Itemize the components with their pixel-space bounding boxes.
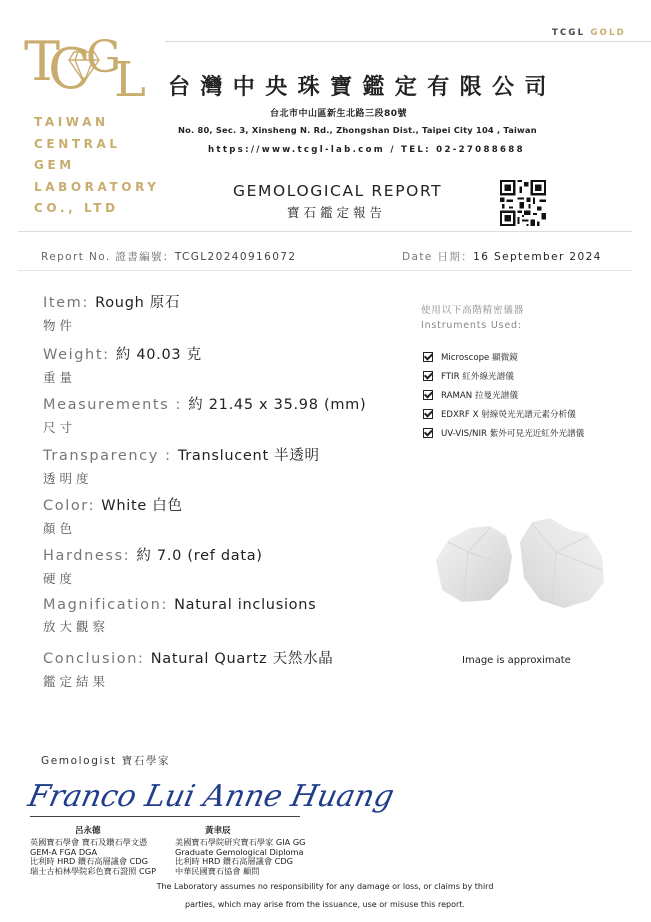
- field-transparency: [43, 444, 320, 487]
- report-info-divider: [18, 270, 632, 271]
- credential-line: GEM-A FGA DGA: [30, 846, 98, 857]
- field-label-cn: 鑑定結果: [43, 674, 110, 689]
- instruments-list: [423, 347, 584, 442]
- field-magnification: [43, 594, 316, 635]
- contact-line[interactable]: https://www.tcgl-lab.com / TEL: 02-27088688: [208, 145, 525, 155]
- company-name-cn: 台灣中央珠寶鑑定有限公司: [168, 75, 557, 100]
- field-label-cn: 重量: [43, 370, 77, 385]
- checkbox-checked-icon: [423, 428, 433, 438]
- field-value: 約 7.0 (ref data): [136, 548, 263, 564]
- credential-line: 英國寶石學會 寶石及鑽石學文憑: [30, 837, 148, 847]
- signature-text: Franco Lui Anne Huang: [25, 779, 397, 814]
- checkbox-checked-icon: [423, 409, 433, 419]
- signature-line: [30, 816, 300, 817]
- address-cn: 台北市中山區新生北路三段80號: [270, 109, 408, 119]
- field-label: Transparency :: [43, 448, 178, 464]
- logo-line: CENTRAL: [34, 136, 121, 151]
- field-label-cn: 物件: [43, 318, 77, 333]
- instrument-label: Microscope 顯微鏡: [441, 352, 518, 363]
- field-label: Weight:: [43, 347, 116, 363]
- header-divider: [18, 231, 632, 232]
- svg-text:G: G: [86, 32, 122, 83]
- field-value: Natural inclusions: [174, 597, 317, 613]
- svg-text:T: T: [24, 30, 61, 93]
- report-number-label: Report No. 證書編號：: [41, 251, 175, 263]
- instrument-label: EDXRF X 射線熒光光譜元素分析儀: [441, 409, 576, 420]
- instrument-label: FTIR 紅外線光譜儀: [441, 371, 514, 382]
- field-label-cn: 硬度: [43, 571, 77, 586]
- top-divider: [165, 41, 651, 42]
- address-en: No. 80, Sec. 3, Xinsheng N. Rd., Zhongshan Dist., Taipei City 104 , Taiwan: [178, 125, 537, 135]
- instrument-item: [423, 347, 584, 366]
- instrument-label: UV-VIS/NIR 紫外可見光近紅外光譜儀: [441, 428, 585, 439]
- report-number: [41, 249, 296, 264]
- field-label-cn: 顏色: [43, 521, 77, 536]
- image-note: Image is approximate: [462, 655, 571, 666]
- field-value: Rough 原石: [95, 295, 181, 311]
- instruments-title-en: Instruments Used:: [421, 320, 522, 331]
- field-item: [43, 291, 180, 334]
- report-title-cn: 寶石鑑定報告: [287, 205, 387, 220]
- report-title: GEMOLOGICAL REPORT: [233, 182, 443, 200]
- instrument-item: [423, 366, 584, 385]
- report-date-label: Date 日期：: [402, 251, 474, 263]
- instrument-item: [423, 385, 584, 404]
- field-label: Measurements :: [43, 397, 189, 413]
- credential-line: 瑞士古柏林學院彩色寶石證照 CGP: [30, 865, 157, 876]
- instruments-title-cn: 使用以下高階精密儀器: [421, 305, 525, 316]
- field-measurements: [43, 393, 366, 436]
- logo-line: CO., LTD: [34, 201, 119, 215]
- field-conclusion: [43, 647, 333, 690]
- tcgl-logo-icon: [22, 22, 146, 106]
- disclaimer: [0, 878, 650, 914]
- signer-name: 呂永德: [75, 826, 101, 836]
- brand-tag-suffix: GOLD: [590, 28, 626, 38]
- logo-line: LABORATORY: [34, 179, 160, 194]
- stone-image: [428, 512, 618, 612]
- logo-line: GEM: [34, 158, 75, 172]
- field-value: Natural Quartz 天然水晶: [150, 651, 334, 667]
- gemologist-label: Gemologist 寶石學家: [41, 755, 171, 767]
- logo-text: [34, 112, 160, 220]
- field-label-cn: 放大觀察: [43, 619, 110, 634]
- signer-name: 黃聿辰: [205, 826, 231, 836]
- field-label: Color:: [43, 498, 102, 514]
- credential-line: 美國寶石學院研究寶石學家 GIA GG: [175, 837, 306, 847]
- field-label: Conclusion:: [43, 651, 151, 667]
- field-value: Translucent 半透明: [177, 448, 320, 464]
- instrument-item: [423, 404, 584, 423]
- brand-tag-prefix: TCGL: [552, 28, 586, 38]
- svg-text:C: C: [48, 37, 91, 102]
- field-label: Hardness:: [43, 548, 137, 564]
- checkbox-checked-icon: [423, 390, 433, 400]
- disclaimer-line: parties, which may arise from the issuance, use or misuse this report.: [185, 900, 465, 909]
- field-hardness: [43, 544, 263, 587]
- field-value: White 白色: [101, 498, 183, 514]
- field-color: [43, 494, 183, 537]
- field-label-cn: 尺寸: [43, 420, 77, 435]
- checkbox-checked-icon: [423, 371, 433, 381]
- signer-credentials: [30, 838, 156, 876]
- field-label-cn: 透明度: [43, 471, 93, 486]
- signer-credentials: [175, 838, 306, 876]
- field-value: 約 21.45 x 35.98 (mm): [188, 397, 367, 413]
- instruments-title: [421, 303, 524, 333]
- qr-code-icon[interactable]: [500, 180, 546, 226]
- report-date-value: 16 September 2024: [473, 251, 602, 263]
- disclaimer-line: The Laboratory assumes no responsibility for any damage or loss, or claims by third: [156, 882, 494, 891]
- credential-line: Graduate Gemological Diploma: [175, 846, 304, 857]
- credential-line: 中華民國寶石協會 顧問: [175, 865, 260, 876]
- field-value: 約 40.03 克: [115, 347, 202, 363]
- instrument-item: [423, 423, 584, 442]
- field-label: Item:: [43, 295, 96, 311]
- credential-line: 比利時 HRD 鑽石高層議會 CDG: [30, 856, 149, 867]
- signature-icon: [25, 772, 397, 822]
- report-number-value: TCGL20240916072: [174, 251, 297, 263]
- checkbox-checked-icon: [423, 352, 433, 362]
- svg-text:L: L: [114, 52, 146, 108]
- credential-line: 比利時 HRD 鑽石高層議會 CDG: [175, 856, 294, 867]
- brand-tag: [552, 28, 626, 38]
- field-label: Magnification:: [43, 597, 175, 613]
- logo-line: TAIWAN: [34, 115, 109, 129]
- instrument-label: RAMAN 拉曼光譜儀: [441, 390, 518, 401]
- report-date: [402, 249, 602, 264]
- field-weight: [43, 343, 202, 386]
